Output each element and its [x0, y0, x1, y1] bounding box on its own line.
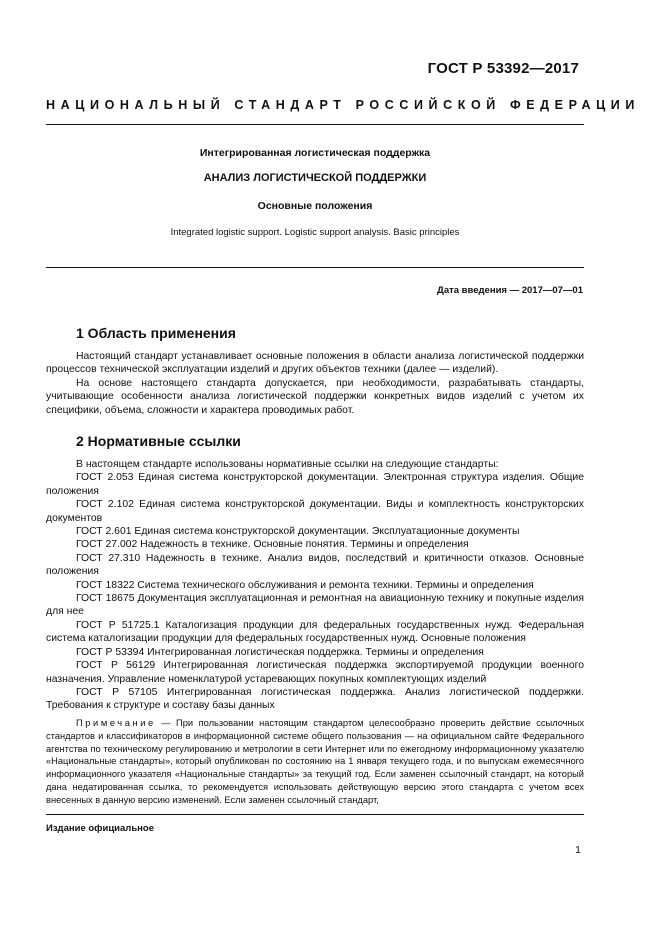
title-divider: [46, 267, 584, 268]
document-number: ГОСТ Р 53392—2017: [427, 60, 579, 77]
reference-item: ГОСТ 2.102 Единая система конструкторской документации. Виды и комплектность конструкторских документов: [46, 499, 584, 524]
note-label: Примечание: [76, 718, 156, 728]
introduction-date: Дата введения — 2017—07—01: [437, 285, 583, 296]
title-english: Integrated logistic support. Logistic support analysis. Basic principles: [170, 227, 460, 238]
title-main: АНАЛИЗ ЛОГИСТИЧЕСКОЙ ПОДДЕРЖКИ: [203, 172, 427, 184]
title-subtitle: Основные положения: [257, 200, 373, 212]
national-standard-banner: НАЦИОНАЛЬНЫЙ СТАНДАРТ РОССИЙСКОЙ ФЕДЕРАЦИИ: [46, 98, 640, 112]
reference-item: ГОСТ 2.053 Единая система конструкторской документации. Электронная структура изделия. Общие положения: [46, 472, 584, 497]
paragraph: В настоящем стандарте использованы нормативные ссылки на следующие стандарты:: [76, 459, 499, 470]
official-edition-label: Издание официальное: [46, 823, 154, 834]
reference-item: ГОСТ 2.601 Единая система конструкторской документации. Эксплуатационные документы: [76, 526, 520, 538]
section-1-body: [46, 350, 584, 417]
note-paragraph: [46, 717, 584, 807]
reference-item: ГОСТ Р 56129 Интегрированная логистическая поддержка экспортируемой продукции военного назначения. Управление номенклатурой устаревающих покупных комплектующих изделий: [46, 660, 584, 685]
reference-item: ГОСТ Р 57105 Интегрированная логистическая поддержка. Анализ логистической поддержки. Требования к структуре и составу базы данных: [46, 686, 584, 712]
paragraph: На основе настоящего стандарта допускается, при необходимости, разрабатывать стандарты, учитывающие особенности анализа логистической поддержки конкретных видов изделий с учетом их специфики, объема, сложности и характера проводимых работ.: [46, 377, 584, 416]
paragraph: Настоящий стандарт устанавливает основные положения в области анализа логистической поддержки процессов технической эксплуатации изделий и других объектов техники (далее — изделий).: [46, 351, 584, 376]
section-1-heading: 1 Область применения: [76, 325, 236, 341]
reference-item: ГОСТ 18322 Система технического обслуживания и ремонта техники. Термины и определения: [76, 579, 534, 591]
reference-item: ГОСТ 18675 Документация эксплуатационная и ремонтная на авиационную технику и покупные изделия для нее: [46, 593, 584, 618]
reference-item: ГОСТ Р 53394 Интегрированная логистическая поддержка. Термины и определения: [76, 646, 484, 658]
note-text: — При пользовании настоящим стандартом целесообразно проверить действие ссылочных стандартов и классификаторов в информационной системе общего пользования — на официальном сайте Федерального агентства по техническому регулированию и метрологии в сети Интернет или по ежегодному информационному указателю «Национальные стандарты», который опубликован по состоянию на 1 января текущего года, и по выпускам ежемесячного информационного указателя «Национальные стандарты» за текущий год. Если заменен ссылочный стандарт, на который дана недатированная ссылка, то рекомендуется использовать действующую версию этого стандарта с учетом всех внесенных в данную версию изменений. Если заменен ссылочный стандарт,: [46, 718, 584, 805]
section-2-body: [46, 458, 584, 713]
section-2-heading: 2 Нормативные ссылки: [76, 433, 241, 449]
top-divider: [46, 124, 584, 125]
reference-item: ГОСТ 27.310 Надежность в технике. Анализ видов, последствий и критичности отказов. Основные положения: [46, 552, 584, 578]
reference-item: ГОСТ Р 51725.1 Каталогизация продукции для федеральных государственных нужд. Федеральная система каталогизации продукции для федеральных государственных нужд. Основные положения: [46, 619, 584, 645]
page-number: 1: [575, 844, 581, 856]
footer-divider: [46, 814, 584, 815]
reference-item: ГОСТ 27.002 Надежность в технике. Основные понятия. Термины и определения: [76, 539, 469, 551]
title-line-1: Интегрированная логистическая поддержка: [199, 147, 431, 159]
